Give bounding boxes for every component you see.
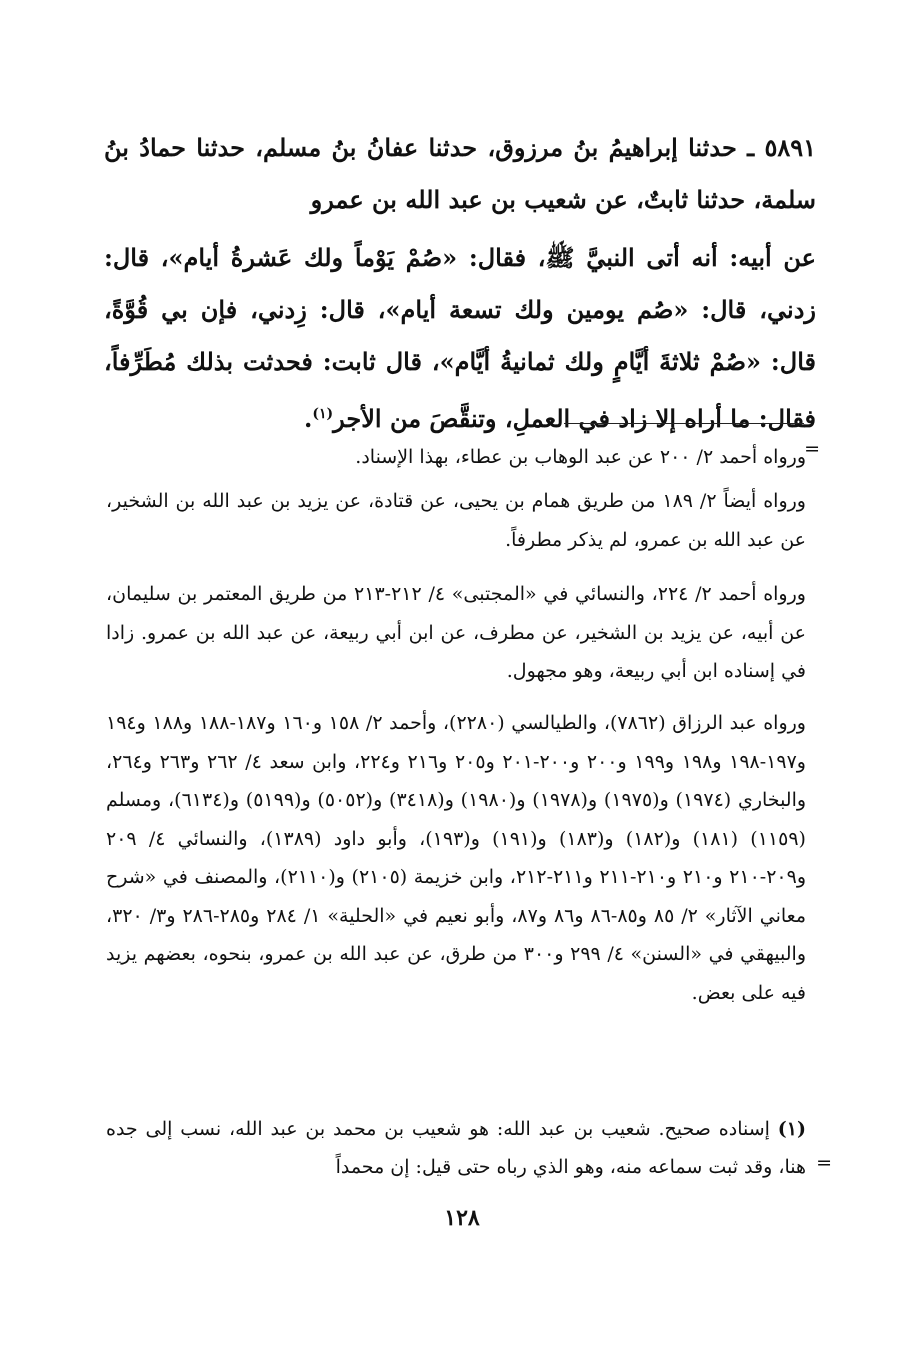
hadith-isnad-text: ٥٨٩١ ـ حدثنا إبراهيمُ بنُ مرزوق، حدثنا عفانُ بنُ مسلم، حدثنا حمادُ بنُ سلمة، حدثنا ثابتٌ، عن شعيب بن عبد الله بن عمرو [104,133,816,214]
note-paragraph-3 [106,575,806,691]
footnote-label: (١) [777,1118,806,1140]
hadith-matn-text: عن أبيه: أنه أتى النبيَّ ﷺ، فقال: «صُمْ يَوْماً ولك عَشرةُ أيام»، قال: زدني، قال: «صُم يومين ولك تسعة أيام»، قال: زِدني، فإن بي قُوَّةً، قال: «صُمْ ثلاثةَ أيَّامٍ ولك ثمانيةُ أيَّام»، قال ثابت: فحدثت بذلك مُطَرِّفاً، فقال: ما أراه إلا زاد في العملِ، وتنقَّصَ من الأجر [104,243,816,433]
page-number: ١٢٨ [444,1205,480,1231]
footnote-text: إسناده صحيح. شعيب بن عبد الله: هو شعيب بن محمد بن عبد الله، نسب إلى جده هنا، وقد ثبت سماعه منه، وهو الذي رباه حتى قيل: إن محمداً [106,1118,806,1178]
footnote-separator-rule [564,423,804,424]
continuation-mark-bottom: = [816,1152,832,1174]
note-paragraph-2 [106,482,806,559]
note-paragraph-1 [106,438,806,477]
note-text-1: ورواه أحمد ٢/ ٢٠٠ عن عبد الوهاب بن عطاء، بهذا الإسناد. [355,446,806,468]
note-text-4: ورواه عبد الرزاق (٧٨٦٢)، والطيالسي (٢٢٨٠)، وأحمد ٢/ ١٥٨ و١٦٠ و١٨٧-١٨٨ و١٨٨ و١٩٤ و١٩٧-١٩٨ و١٩٨ و١٩٩ و٢٠٠ و٢٠٠-٢٠١ و٢٠٥ و٢١٦ و٢٢٤، وابن سعد ٤/ ٢٦٢ و٢٦٣ و٢٦٤، والبخاري (١٩٧٤) و(١٩٧٥) و(١٩٧٨) و(١٩٨٠) و(٣٤١٨) و(٥٠٥٢) و(٥١٩٩) و(٦١٣٤)، ومسلم (١١٥٩) (١٨١) و(١٨٢) و(١٨٣) و(١٩١) و(١٩٣)، وأبو داود (١٣٨٩)، والنسائي ٤/ ٢٠٩ و٢٠٩-٢١٠ و٢١٠ و٢١٠-٢١١ و٢١١-٢١٢، وابن خزيمة (٢١٠٥) و(٢١١٠)، والمصنف في «شرح معاني الآثار» ٢/ ٨٥ و٨٥-٨٦ و٨٦ و٨٧، وأبو نعيم في «الحلية» ١/ ٢٨٤ و٢٨٥-٢٨٦ و٣/ ٣٢٠، والبيهقي في «السنن» ٤/ ٢٩٩ و٣٠٠ من طرق، عن عبد الله بن عمرو، بنحوه، بعضهم يزيد فيه على بعض. [106,712,807,1004]
footnote-1 [106,1110,806,1186]
hadith-isnad [104,122,816,226]
hadith-matn [104,232,816,445]
hadith-end-punctuation: . [304,404,313,433]
footnote-reference: (١) [312,406,334,422]
note-text-3: ورواه أحمد ٢/ ٢٢٤، والنسائي في «المجتبى» ٤/ ٢١٢-٢١٣ من طريق المعتمر بن سليمان، عن أبيه، عن يزيد بن الشخير، عن مطرف، عن ابن أبي ربيعة، عن عبد الله بن عمرو. زادا في إسناده ابن أبي ربيعة، وهو مجهول. [106,583,806,682]
continuation-mark-top: = [804,438,820,460]
note-paragraph-4 [106,704,806,1012]
note-text-2: ورواه أيضاً ٢/ ١٨٩ من طريق همام بن يحيى، عن قتادة، عن يزيد بن عبد الله بن الشخير، عن عبد الله بن عمرو، لم يذكر مطرفاً. [106,490,806,551]
